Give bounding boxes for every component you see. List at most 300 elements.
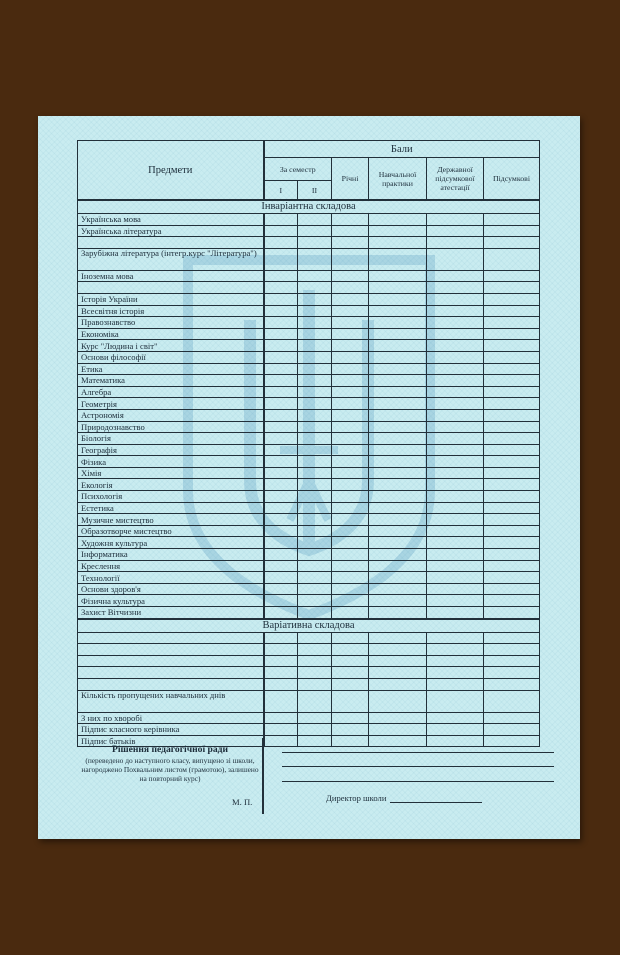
grade-cell[interactable] xyxy=(264,514,298,526)
grade-cell[interactable] xyxy=(332,456,369,468)
grade-cell[interactable] xyxy=(332,632,369,644)
table-row xyxy=(78,237,540,249)
invariant-section-row xyxy=(78,200,540,214)
grade-cell[interactable] xyxy=(332,724,369,736)
grade-cell[interactable] xyxy=(369,305,427,317)
grade-cell[interactable] xyxy=(298,595,332,607)
grade-cell[interactable] xyxy=(298,317,332,329)
grade-cell[interactable] xyxy=(427,214,484,226)
grade-cell[interactable] xyxy=(484,456,540,468)
grade-cell[interactable] xyxy=(264,293,298,305)
table-row xyxy=(78,560,540,572)
grade-cell[interactable] xyxy=(427,583,484,595)
grade-cell[interactable] xyxy=(264,502,298,514)
grade-cell[interactable] xyxy=(427,607,484,619)
grade-cell[interactable] xyxy=(484,514,540,526)
table-row xyxy=(78,491,540,503)
grade-cell[interactable] xyxy=(332,467,369,479)
grade-cell[interactable] xyxy=(298,712,332,724)
subject-name: Математика xyxy=(78,375,264,387)
grade-cell[interactable] xyxy=(369,678,427,690)
grade-cell[interactable] xyxy=(427,632,484,644)
grade-cell[interactable] xyxy=(332,363,369,375)
grade-cell[interactable] xyxy=(298,502,332,514)
subject-name: Основи філософії xyxy=(78,351,264,363)
grade-cell[interactable] xyxy=(264,375,298,387)
grade-cell[interactable] xyxy=(369,514,427,526)
grade-cell[interactable] xyxy=(427,444,484,456)
grade-cell[interactable] xyxy=(264,421,298,433)
grade-cell[interactable] xyxy=(484,678,540,690)
grade-cell[interactable] xyxy=(369,398,427,410)
grade-cell[interactable] xyxy=(264,386,298,398)
grade-cell[interactable] xyxy=(264,607,298,619)
grade-cell[interactable] xyxy=(369,237,427,249)
grade-cell[interactable] xyxy=(298,549,332,561)
grade-cell[interactable] xyxy=(369,386,427,398)
grade-cell[interactable] xyxy=(369,525,427,537)
grade-cell[interactable] xyxy=(298,479,332,491)
grade-cell[interactable] xyxy=(298,690,332,712)
grade-cell[interactable] xyxy=(484,525,540,537)
subject-name: Географія xyxy=(78,444,264,456)
grade-cell[interactable] xyxy=(369,712,427,724)
grade-cell[interactable] xyxy=(427,690,484,712)
grade-cell[interactable] xyxy=(332,293,369,305)
grade-cell[interactable] xyxy=(298,667,332,679)
subject-name xyxy=(78,282,264,294)
grade-cell[interactable] xyxy=(369,560,427,572)
grade-cell[interactable] xyxy=(427,409,484,421)
grade-cell[interactable] xyxy=(427,270,484,282)
grade-cell[interactable] xyxy=(484,479,540,491)
grade-cell[interactable] xyxy=(332,317,369,329)
grade-cell[interactable] xyxy=(427,305,484,317)
grade-cell[interactable] xyxy=(427,328,484,340)
grade-cell[interactable] xyxy=(264,583,298,595)
grade-cell[interactable] xyxy=(484,433,540,445)
grade-cell[interactable] xyxy=(427,537,484,549)
grade-cell[interactable] xyxy=(427,317,484,329)
grade-cell[interactable] xyxy=(332,607,369,619)
grade-cell[interactable] xyxy=(332,328,369,340)
grade-cell[interactable] xyxy=(369,491,427,503)
grade-cell[interactable] xyxy=(369,655,427,667)
grade-cell[interactable] xyxy=(332,690,369,712)
grade-cell[interactable] xyxy=(264,690,298,712)
grade-cell[interactable] xyxy=(298,305,332,317)
grade-cell[interactable] xyxy=(484,214,540,226)
table-row xyxy=(78,667,540,679)
grade-cell[interactable] xyxy=(484,572,540,584)
variative-section-title: Варіативна складова xyxy=(78,619,540,633)
grade-cell[interactable] xyxy=(427,398,484,410)
grade-cell[interactable] xyxy=(484,595,540,607)
grade-cell[interactable] xyxy=(264,351,298,363)
grade-cell[interactable] xyxy=(298,386,332,398)
subject-name: Основи здоров'я xyxy=(78,583,264,595)
grade-cell[interactable] xyxy=(332,351,369,363)
table-row xyxy=(78,632,540,644)
subject-name: Правознавство xyxy=(78,317,264,329)
grade-cell[interactable] xyxy=(264,363,298,375)
grade-cell[interactable] xyxy=(264,549,298,561)
grade-cell[interactable] xyxy=(369,595,427,607)
grade-cell[interactable] xyxy=(369,351,427,363)
grade-cell[interactable] xyxy=(264,317,298,329)
grade-cell[interactable] xyxy=(332,595,369,607)
grade-cell[interactable] xyxy=(484,655,540,667)
grade-cell[interactable] xyxy=(427,467,484,479)
grade-cell[interactable] xyxy=(427,421,484,433)
grade-cell[interactable] xyxy=(484,667,540,679)
table-row xyxy=(78,328,540,340)
grade-cell[interactable] xyxy=(298,293,332,305)
grade-cell[interactable] xyxy=(332,375,369,387)
grade-cell[interactable] xyxy=(298,351,332,363)
grade-cell[interactable] xyxy=(484,409,540,421)
grade-cell[interactable] xyxy=(298,421,332,433)
grade-cell[interactable] xyxy=(264,724,298,736)
grade-cell[interactable] xyxy=(298,398,332,410)
grade-cell[interactable] xyxy=(264,595,298,607)
grade-cell[interactable] xyxy=(369,340,427,352)
grade-cell[interactable] xyxy=(264,655,298,667)
grade-cell[interactable] xyxy=(264,328,298,340)
grade-cell[interactable] xyxy=(369,537,427,549)
grade-cell[interactable] xyxy=(264,456,298,468)
decision-line-3 xyxy=(282,781,554,782)
grade-cell[interactable] xyxy=(332,386,369,398)
grade-cell[interactable] xyxy=(427,363,484,375)
grade-cell[interactable] xyxy=(484,237,540,249)
grade-cell[interactable] xyxy=(264,632,298,644)
grade-cell[interactable] xyxy=(369,214,427,226)
grade-cell[interactable] xyxy=(427,502,484,514)
grade-cell[interactable] xyxy=(264,467,298,479)
subject-name: Біологія xyxy=(78,433,264,445)
grade-cell[interactable] xyxy=(484,583,540,595)
grade-cell[interactable] xyxy=(264,444,298,456)
grade-cell[interactable] xyxy=(298,724,332,736)
grade-cell[interactable] xyxy=(332,225,369,237)
grade-cell[interactable] xyxy=(369,456,427,468)
grade-cell[interactable] xyxy=(427,678,484,690)
table-row xyxy=(78,595,540,607)
grade-cell[interactable] xyxy=(484,607,540,619)
grade-cell[interactable] xyxy=(427,735,484,747)
grade-cell[interactable] xyxy=(369,467,427,479)
grade-cell[interactable] xyxy=(298,735,332,747)
grade-cell[interactable] xyxy=(427,340,484,352)
grade-cell[interactable] xyxy=(332,502,369,514)
grade-cell[interactable] xyxy=(332,409,369,421)
grade-cell[interactable] xyxy=(484,386,540,398)
grade-cell[interactable] xyxy=(264,678,298,690)
table-row xyxy=(78,214,540,226)
grade-cell[interactable] xyxy=(369,607,427,619)
subject-name: Природознавство xyxy=(78,421,264,433)
grade-cell[interactable] xyxy=(369,644,427,656)
grade-cell[interactable] xyxy=(332,479,369,491)
grade-cell[interactable] xyxy=(427,351,484,363)
grade-cell[interactable] xyxy=(332,655,369,667)
council-description: (переведено до наступного класу, випущено зі школи, нагороджено Похвальним листом (грамотою), залишено на повторний курс) xyxy=(81,756,259,783)
grade-cell[interactable] xyxy=(369,375,427,387)
subject-name: Технології xyxy=(78,572,264,584)
grade-cell[interactable] xyxy=(298,409,332,421)
subject-name: Курс "Людина і світ" xyxy=(78,340,264,352)
grade-cell[interactable] xyxy=(298,607,332,619)
grade-cell[interactable] xyxy=(332,549,369,561)
grade-cell[interactable] xyxy=(427,514,484,526)
grade-cell[interactable] xyxy=(332,340,369,352)
invariant-section-title: Інваріантна складова xyxy=(78,200,540,214)
table-row xyxy=(78,583,540,595)
grade-cell[interactable] xyxy=(427,525,484,537)
grade-cell[interactable] xyxy=(427,595,484,607)
header-row-1 xyxy=(78,141,540,158)
grade-cell[interactable] xyxy=(484,293,540,305)
grade-cell[interactable] xyxy=(298,491,332,503)
grade-cell[interactable] xyxy=(264,491,298,503)
grade-cell[interactable] xyxy=(264,735,298,747)
grade-cell[interactable] xyxy=(369,293,427,305)
grade-cell[interactable] xyxy=(298,632,332,644)
grade-cell[interactable] xyxy=(484,351,540,363)
grade-cell[interactable] xyxy=(332,491,369,503)
grade-cell[interactable] xyxy=(484,690,540,712)
grade-cell[interactable] xyxy=(332,398,369,410)
grade-cell[interactable] xyxy=(427,549,484,561)
grade-cell[interactable] xyxy=(298,248,332,270)
grade-cell[interactable] xyxy=(332,678,369,690)
grade-cell[interactable] xyxy=(264,270,298,282)
grade-cell[interactable] xyxy=(298,270,332,282)
grade-cell[interactable] xyxy=(332,735,369,747)
grade-cell[interactable] xyxy=(298,363,332,375)
table-row xyxy=(78,375,540,387)
grade-cell[interactable] xyxy=(369,363,427,375)
grade-cell[interactable] xyxy=(369,735,427,747)
table-row xyxy=(78,386,540,398)
grade-cell[interactable] xyxy=(332,214,369,226)
grade-cell[interactable] xyxy=(369,724,427,736)
grade-cell[interactable] xyxy=(427,479,484,491)
grade-cell[interactable] xyxy=(298,214,332,226)
grade-cell[interactable] xyxy=(369,502,427,514)
grade-cell[interactable] xyxy=(264,525,298,537)
grade-cell[interactable] xyxy=(484,328,540,340)
grade-cell[interactable] xyxy=(484,421,540,433)
grade-cell[interactable] xyxy=(369,479,427,491)
grade-cell[interactable] xyxy=(484,537,540,549)
grade-cell[interactable] xyxy=(484,270,540,282)
grade-cell[interactable] xyxy=(332,514,369,526)
grade-cell[interactable] xyxy=(427,456,484,468)
grade-cell[interactable] xyxy=(264,305,298,317)
grade-cell[interactable] xyxy=(264,248,298,270)
grade-cell[interactable] xyxy=(298,225,332,237)
grade-cell[interactable] xyxy=(369,409,427,421)
grade-cell[interactable] xyxy=(298,514,332,526)
grade-cell[interactable] xyxy=(427,237,484,249)
grade-cell[interactable] xyxy=(369,433,427,445)
grade-cell[interactable] xyxy=(298,572,332,584)
grade-cell[interactable] xyxy=(484,248,540,270)
grade-cell[interactable] xyxy=(264,712,298,724)
grade-cell[interactable] xyxy=(484,444,540,456)
grade-cell[interactable] xyxy=(427,386,484,398)
grade-cell[interactable] xyxy=(332,237,369,249)
grade-cell[interactable] xyxy=(369,583,427,595)
subject-name: Художня культура xyxy=(78,537,264,549)
grade-cell[interactable] xyxy=(332,270,369,282)
grade-cell[interactable] xyxy=(427,433,484,445)
grade-cell[interactable] xyxy=(264,282,298,294)
grade-cell[interactable] xyxy=(298,678,332,690)
grade-cell[interactable] xyxy=(332,583,369,595)
grade-cell[interactable] xyxy=(369,572,427,584)
grade-cell[interactable] xyxy=(427,724,484,736)
grade-cell[interactable] xyxy=(332,525,369,537)
grade-cell[interactable] xyxy=(427,667,484,679)
semester-header: За семестр xyxy=(264,158,332,181)
grade-cell[interactable] xyxy=(484,724,540,736)
table-row xyxy=(78,514,540,526)
grade-cell[interactable] xyxy=(484,305,540,317)
grade-cell[interactable] xyxy=(332,560,369,572)
grade-cell[interactable] xyxy=(484,317,540,329)
subject-name: Етика xyxy=(78,363,264,375)
grade-cell[interactable] xyxy=(264,409,298,421)
grade-cell[interactable] xyxy=(264,225,298,237)
grade-cell[interactable] xyxy=(484,549,540,561)
grade-cell[interactable] xyxy=(264,433,298,445)
grade-cell[interactable] xyxy=(369,421,427,433)
grade-cell[interactable] xyxy=(332,572,369,584)
grade-cell[interactable] xyxy=(484,560,540,572)
grade-cell[interactable] xyxy=(332,248,369,270)
table-row xyxy=(78,678,540,690)
grade-cell[interactable] xyxy=(484,375,540,387)
grade-cell[interactable] xyxy=(298,375,332,387)
subject-name: Українська мова xyxy=(78,214,264,226)
grade-cell[interactable] xyxy=(484,363,540,375)
grade-cell[interactable] xyxy=(427,572,484,584)
grade-cell[interactable] xyxy=(484,735,540,747)
grade-cell[interactable] xyxy=(298,583,332,595)
grade-cell[interactable] xyxy=(298,456,332,468)
grade-cell[interactable] xyxy=(332,644,369,656)
stamp-place-label: М. П. xyxy=(232,797,253,807)
grade-cell[interactable] xyxy=(369,444,427,456)
grade-cell[interactable] xyxy=(298,328,332,340)
grade-cell[interactable] xyxy=(264,560,298,572)
grade-cell[interactable] xyxy=(369,632,427,644)
grade-cell[interactable] xyxy=(484,398,540,410)
grade-cell[interactable] xyxy=(264,398,298,410)
grade-cell[interactable] xyxy=(369,317,427,329)
grade-cell[interactable] xyxy=(369,248,427,270)
grade-cell[interactable] xyxy=(484,502,540,514)
grade-cell[interactable] xyxy=(264,667,298,679)
grade-cell[interactable] xyxy=(332,282,369,294)
grade-cell[interactable] xyxy=(484,632,540,644)
grade-cell[interactable] xyxy=(484,644,540,656)
grade-cell[interactable] xyxy=(298,644,332,656)
grade-cell[interactable] xyxy=(332,537,369,549)
grade-cell[interactable] xyxy=(427,491,484,503)
grade-cell[interactable] xyxy=(298,444,332,456)
grade-cell[interactable] xyxy=(332,305,369,317)
grade-cell[interactable] xyxy=(298,525,332,537)
grade-cell[interactable] xyxy=(264,572,298,584)
grade-cell[interactable] xyxy=(427,560,484,572)
grade-cell[interactable] xyxy=(298,237,332,249)
subject-name xyxy=(78,237,264,249)
grade-cell[interactable] xyxy=(369,690,427,712)
grade-cell[interactable] xyxy=(369,328,427,340)
grade-cell[interactable] xyxy=(298,537,332,549)
grade-cell[interactable] xyxy=(264,479,298,491)
table-row xyxy=(78,444,540,456)
grade-cell[interactable] xyxy=(298,433,332,445)
grade-cell[interactable] xyxy=(369,282,427,294)
grade-cell[interactable] xyxy=(484,491,540,503)
grade-cell[interactable] xyxy=(369,270,427,282)
grade-cell[interactable] xyxy=(264,214,298,226)
pedagogical-council-block xyxy=(80,744,260,783)
grade-cell[interactable] xyxy=(427,655,484,667)
grade-cell[interactable] xyxy=(369,225,427,237)
grade-cell[interactable] xyxy=(298,467,332,479)
grade-cell[interactable] xyxy=(332,421,369,433)
grade-cell[interactable] xyxy=(484,282,540,294)
table-row xyxy=(78,655,540,667)
grade-cell[interactable] xyxy=(427,248,484,270)
grade-cell[interactable] xyxy=(332,433,369,445)
grade-cell[interactable] xyxy=(332,712,369,724)
grade-cell[interactable] xyxy=(298,560,332,572)
table-row xyxy=(78,607,540,619)
grade-cell[interactable] xyxy=(484,712,540,724)
table-row xyxy=(78,398,540,410)
grade-cell[interactable] xyxy=(298,340,332,352)
grade-cell[interactable] xyxy=(264,237,298,249)
grade-cell[interactable] xyxy=(427,644,484,656)
grade-cell[interactable] xyxy=(332,444,369,456)
grade-cell[interactable] xyxy=(427,712,484,724)
grade-cell[interactable] xyxy=(484,225,540,237)
grade-cell[interactable] xyxy=(332,667,369,679)
grade-cell[interactable] xyxy=(264,537,298,549)
grade-cell[interactable] xyxy=(484,340,540,352)
subject-name: Геометрія xyxy=(78,398,264,410)
grade-cell[interactable] xyxy=(264,644,298,656)
grade-cell[interactable] xyxy=(298,282,332,294)
grade-cell[interactable] xyxy=(264,340,298,352)
grade-cell[interactable] xyxy=(298,655,332,667)
grade-cell[interactable] xyxy=(427,282,484,294)
grade-cell[interactable] xyxy=(427,375,484,387)
grade-cell[interactable] xyxy=(369,667,427,679)
grade-cell[interactable] xyxy=(427,225,484,237)
grade-cell[interactable] xyxy=(427,293,484,305)
grade-cell[interactable] xyxy=(369,549,427,561)
subject-name: З них по хворобі xyxy=(78,712,264,724)
grade-cell[interactable] xyxy=(484,467,540,479)
